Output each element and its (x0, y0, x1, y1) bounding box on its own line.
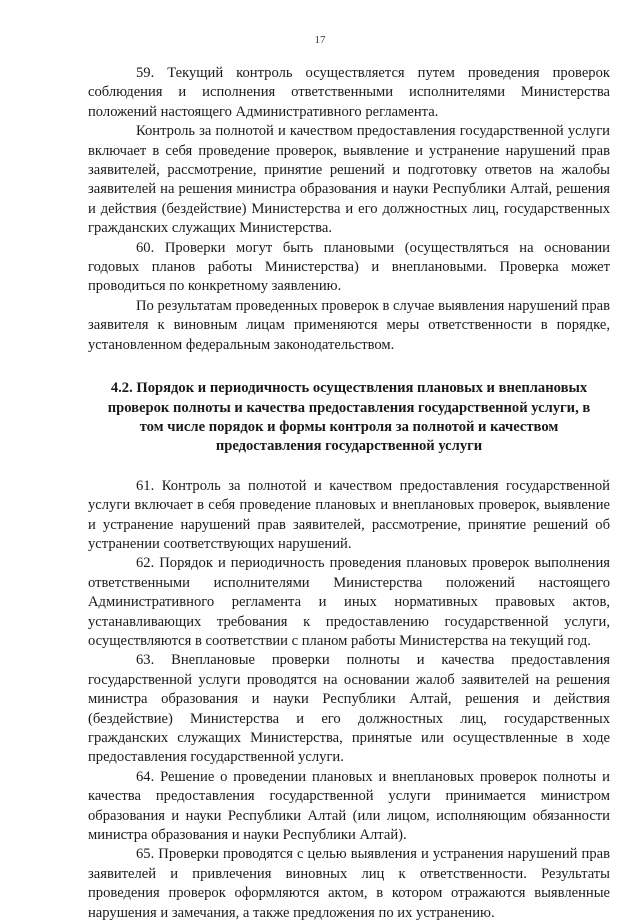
page-number: 17 (314, 34, 326, 46)
paragraph-60-results: По результатам проведенных проверок в случае выявления нарушений прав заявителя к виновным лицам применяются меры ответственности в порядке, установленном федеральным законодательством. (88, 297, 610, 353)
paragraph-59: 59. Текущий контроль осуществляется путем проведения проверок соблюдения и исполнения ответственными исполнителями Министерства положений настоящего Административного регламента. (88, 65, 610, 120)
paragraph-59-control: Контроль за полнотой и качеством предоставления государственной услуги включает в себя проведение проверок, выявление и устранение нарушений прав заявителей, рассмотрение, принятие решений и подготовку ответов на жалобы заявителей на решения министра образования и науки Республики Алтай, решения и действия (бездействие) Министерства и его должностных лиц, государственных гражданских служащих Министерства. (88, 123, 610, 237)
paragraph-63: 63. Внеплановые проверки полноты и качества предоставления государственной услуги проводятся на основании жалоб заявителей на решения министра образования и науки Республики Алтай, решения и действия (бездействие) Министерства и его должностных лиц, государственных гражданских служащих Министерства, принятые или осуществленные в ходе предоставления государственной услуги. (88, 652, 610, 766)
paragraph-65: 65. Проверки проводятся с целью выявления и устранения нарушений прав заявителей и привлечения виновных лиц к ответственности. Результаты проведения проверок оформляются актом, в котором отражаются выявленные нарушения и замечания, а также предложения по их устранению. (88, 846, 610, 921)
section-heading: 4.2. Порядок и периодичность осуществления плановых и внеплановых проверок полноты и качества предоставления государственной услуги, в том числе порядок и формы контроля за полнотой и качеством предоставления государственной услуги (107, 380, 591, 455)
paragraph-62: 62. Порядок и периодичность проведения плановых проверок выполнения ответственными исполнителями Министерства положений настоящего Административного регламента и иных нормативных правовых актов, устанавливающих требования к предоставлению государственной услуги, осуществляются в соответствии с планом работы Министерства на текущий год. (88, 555, 610, 649)
spacer (88, 355, 610, 379)
paragraph-64: 64. Решение о проведении плановых и внеплановых проверок полноты и качества предоставления государственной услуги принимается министром образования и науки Республики Алтай (или лицом, исполняющим обязанности министра образования и науки Республики Алтай). (88, 768, 610, 844)
paragraph-61: 61. Контроль за полнотой и качеством предоставления государственной услуги включает в себя проведение плановых и внеплановых проверок, выявление и устранение нарушений прав заявителей, рассмотрение, принятие решений об устранении соответствующих нарушений. (88, 477, 610, 552)
paragraph-60: 60. Проверки могут быть плановыми (осуществляться на основании годовых планов работы Министерства) и внеплановыми. Проверка может проводиться по конкретному заявлению. (88, 239, 610, 295)
document-body (88, 64, 610, 923)
spacer (88, 457, 610, 477)
